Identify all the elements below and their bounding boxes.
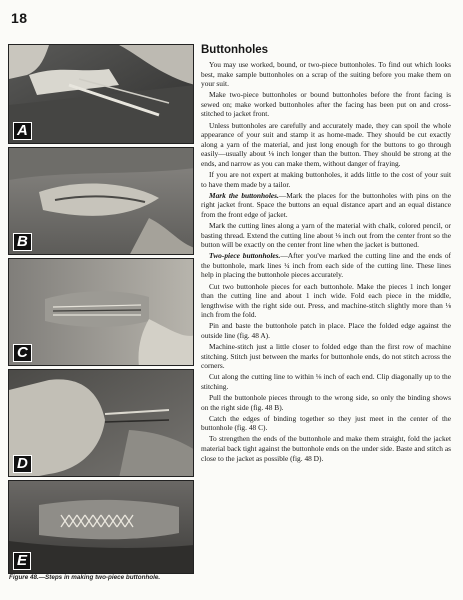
photo-panel-c: [8, 258, 194, 366]
figure-caption: Figure 48.—Steps in making two-piece buttonhole.: [9, 574, 161, 581]
paragraph: If you are not expert at making buttonholes, it adds little to the cost of your suit to have them made by a tailor.: [201, 170, 451, 189]
paragraph: Mark the cutting lines along a yarn of the material with chalk, colored pencil, or basting thread. Extend the cutting line about ⅛ inch out from the center front so the button will be exactly on the center front line when the jacket is buttoned.: [201, 221, 451, 250]
paragraph: Catch the edges of binding together so they just meet in the center of the buttonhole (fig. 48 C).: [201, 413, 451, 433]
paragraph: Pin and baste the buttonhole patch in place. Place the folded edge against the outside line (fig. 48 A).: [201, 321, 451, 341]
section-title: Buttonholes: [201, 44, 269, 56]
figure-photo-column: [8, 44, 194, 577]
photo-c-image: [9, 259, 194, 366]
paragraph: Make two-piece buttonholes or bound buttonholes before the front facing is sewed on; make worked buttonholes after the facing has been put on and cross-stitched to jacket front.: [201, 90, 451, 119]
paragraph: Cut two buttonhole pieces for each buttonhole. Make the pieces 1 inch longer than the cutting line and about 1 inch wide. Fold each piece in the middle, lengthwise with the right side out. Press, and machine-stitch slightly more than ⅛ inch from the fold.: [201, 281, 451, 320]
paragraph: Pull the buttonhole pieces through to the wrong side, so only the binding shows on the right side (fig. 48 B).: [201, 393, 451, 412]
paragraph: You may use worked, bound, or two-piece buttonholes. To find out which looks best, make sample buttonholes on a scrap of the suiting before you make them on your suit.: [201, 60, 451, 89]
photo-panel-b: [8, 147, 194, 255]
panel-letter-e: E: [13, 552, 31, 570]
photo-d-image: [9, 370, 194, 477]
paragraph: To strengthen the ends of the buttonhole and make them straight, fold the jacket material back tight against the buttonhole ends on the under side. Baste and stitch as close to the jacket as possible (fig. 48 D).: [201, 434, 451, 463]
panel-letter-a: A: [13, 122, 32, 140]
paragraph: Cut along the cutting line to within ⅛ inch of each end. Clip diagonally up to the stitching.: [201, 372, 451, 391]
page-number: 18: [11, 10, 28, 26]
paragraph: Unless buttonholes are carefully and accurately made, they can spoil the whole appearance of your suit and stamp it as home-made. They should be cut exactly along a yarn of the material, and just long enough for the buttons to go through easily—usually about ⅛ inch longer than the button. They should be strong at the ends, and narrow as you can make them, without danger of fraying.: [201, 120, 451, 168]
panel-letter-d: D: [13, 455, 32, 473]
photo-panel-d: [8, 369, 194, 477]
run-in-heading: Mark the buttonholes.: [209, 190, 279, 200]
paragraph: Two-piece buttonholes.—After you've marked the cutting line and the ends of the buttonhole, mark lines ¼ inch from each side of the cutting line. These lines help in placing the buttonhole pieces accurately.: [201, 251, 451, 280]
photo-a-image: [9, 45, 194, 144]
paragraph: Mark the buttonholes.—Mark the places for the buttonholes with pins on the right jacket front. Space the buttons an equal distance apart and an equal distance from the front edge of jacket.: [201, 190, 451, 219]
panel-letter-b: B: [13, 233, 32, 251]
photo-panel-e: [8, 480, 194, 574]
photo-e-image: [9, 481, 194, 574]
panel-letter-c: C: [13, 344, 32, 362]
photo-panel-a: [8, 44, 194, 144]
paragraph: Machine-stitch just a little closer to folded edge than the first row of machine stitching. Stitch just between the marks for buttonhole ends, do not stitch across the corners.: [201, 342, 451, 371]
article-text-column: [201, 44, 451, 465]
run-in-heading: Two-piece buttonholes.: [209, 251, 281, 261]
photo-b-image: [9, 148, 194, 255]
